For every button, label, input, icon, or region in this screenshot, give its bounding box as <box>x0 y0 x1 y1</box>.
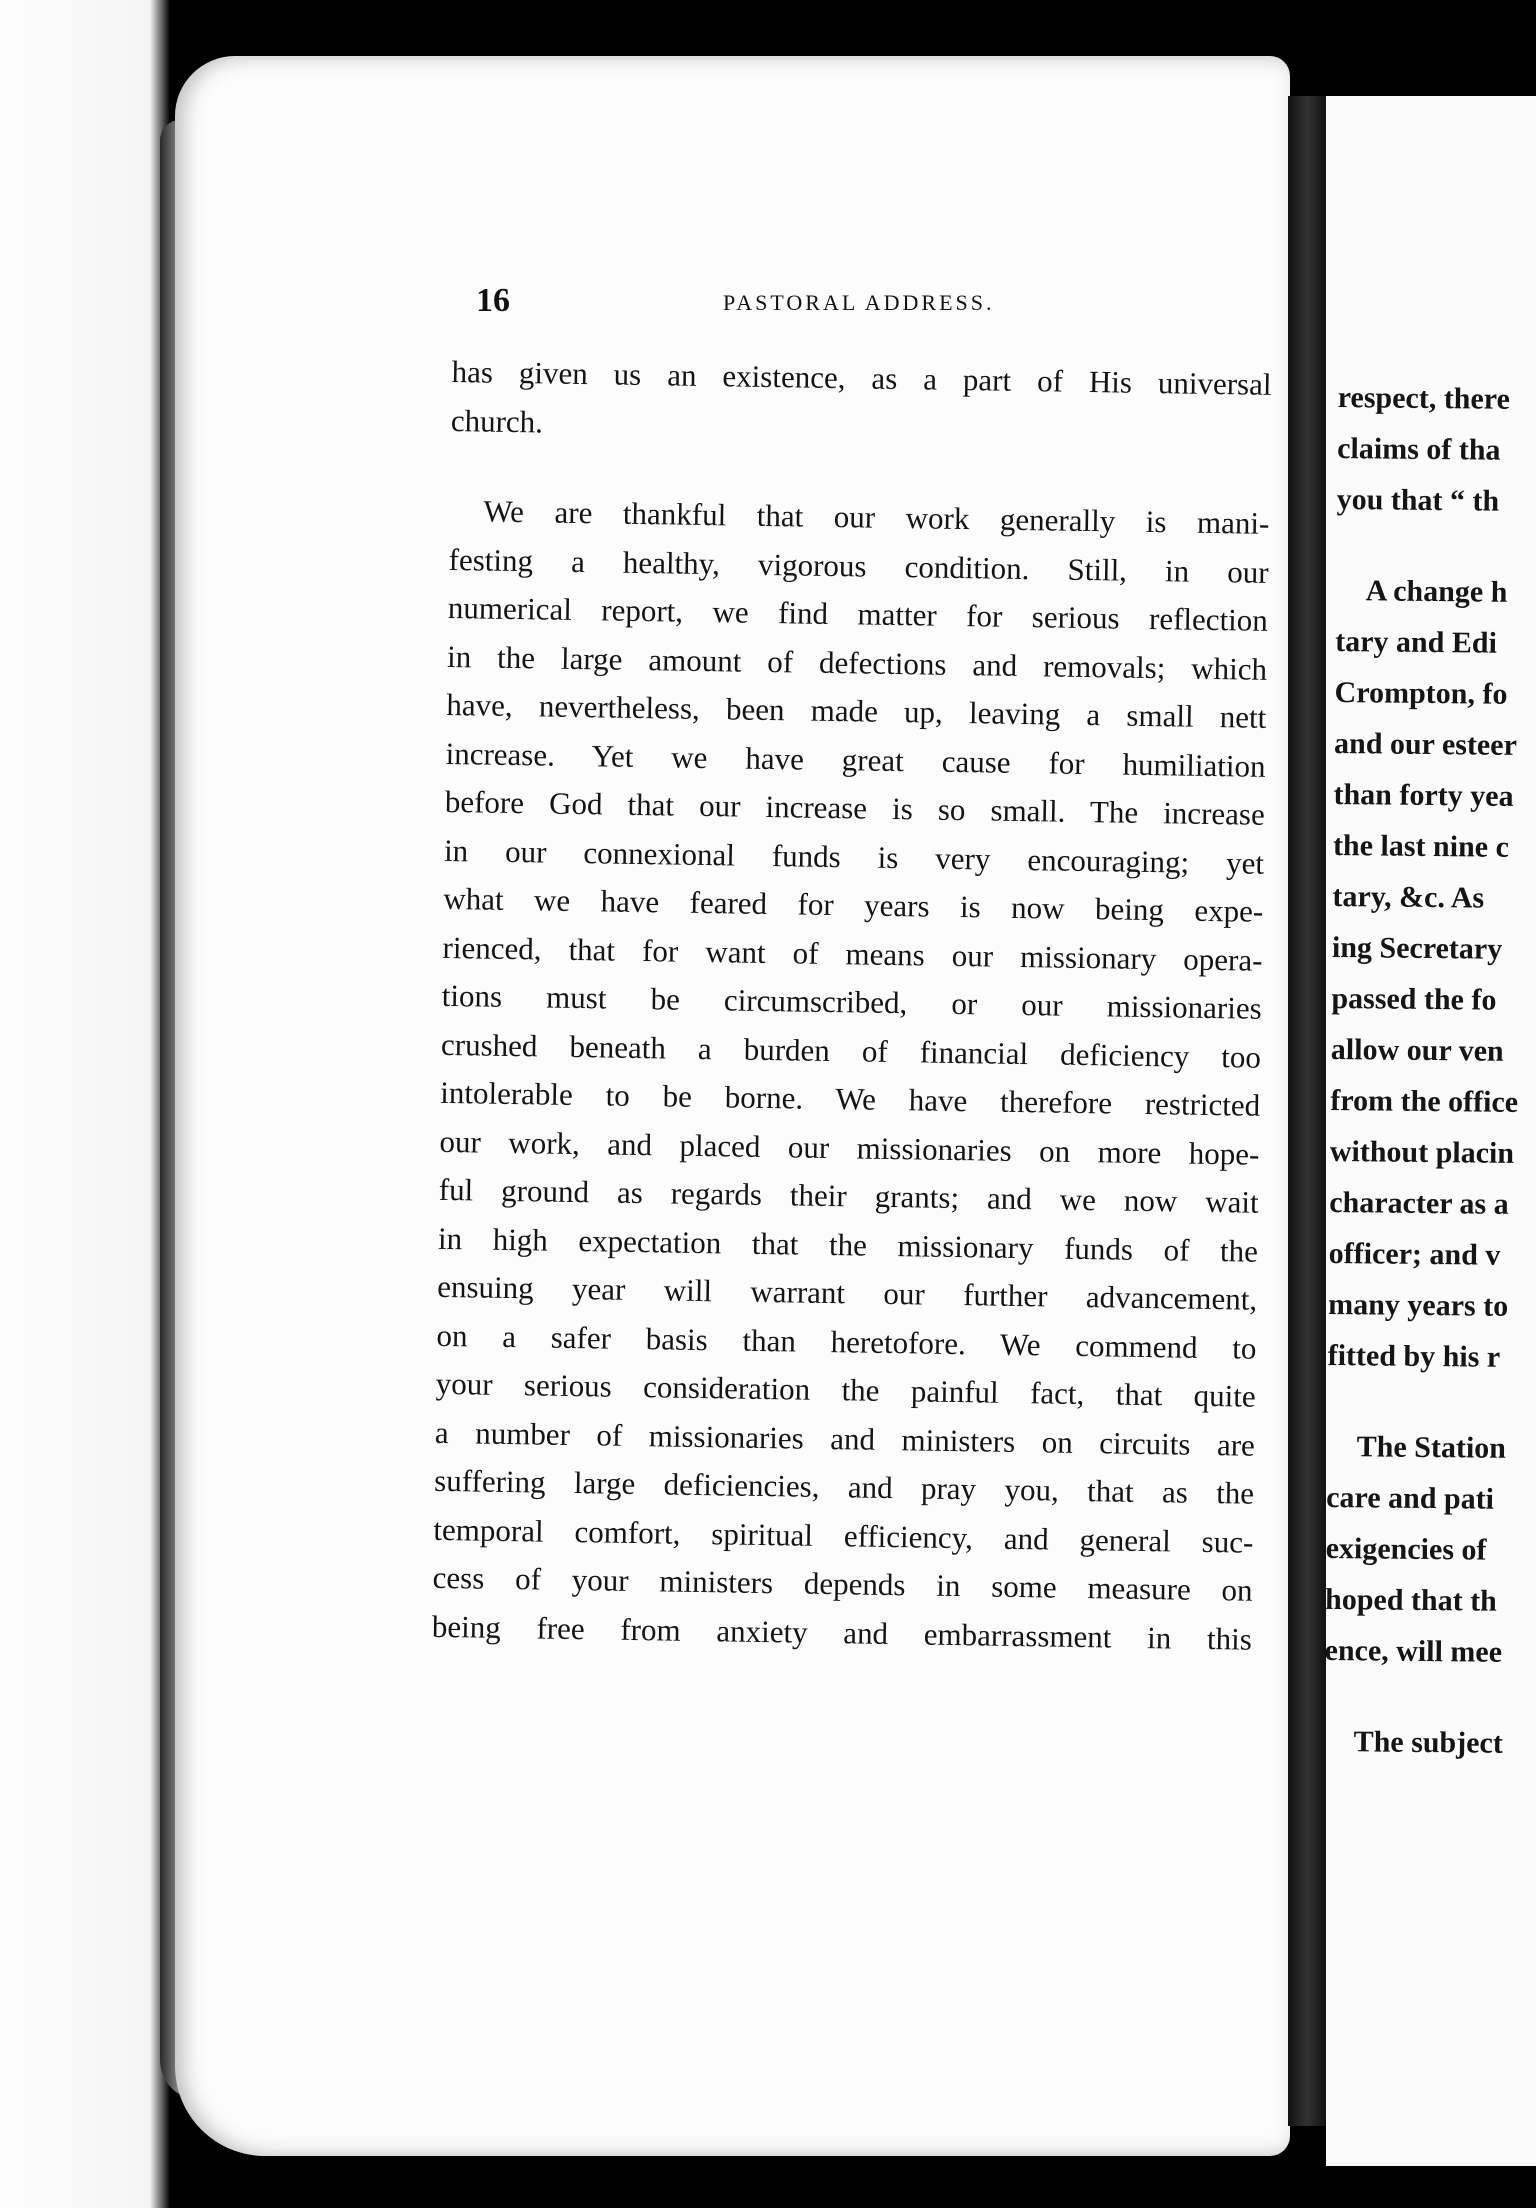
text-line: before God that our increase is so small. The increase <box>444 783 1266 832</box>
text-line: on a safer basis than heretofore. We commend to <box>436 1317 1257 1366</box>
facing-line: tary and Edi <box>1335 624 1498 660</box>
facing-line: the last nine c <box>1332 828 1510 864</box>
facing-line: officer; and v <box>1328 1236 1501 1272</box>
text-line: crushed beneath a burden of financial deficiency too <box>440 1026 1262 1075</box>
text-line: temporal comfort, spiritual efficiency, and general suc- <box>433 1511 1254 1560</box>
text-line: have, nevertheless, been made up, leaving a small nett <box>446 686 1267 735</box>
facing-line: from the office <box>1330 1083 1519 1119</box>
facing-line: than forty yea <box>1333 777 1514 813</box>
text-line: being free from anxiety and embarrassment in this <box>431 1608 1253 1657</box>
main-text <box>432 348 1272 1664</box>
facing-line: exigencies of <box>1325 1531 1487 1567</box>
facing-line: character as a <box>1329 1185 1509 1221</box>
scanner-margin <box>0 0 175 2208</box>
text-line: in high expectation that the missionary funds of the <box>437 1220 1259 1269</box>
text-line: cess of your ministers depends in some measure on <box>432 1559 1253 1608</box>
facing-line: passed the fo <box>1331 981 1497 1017</box>
facing-line: many years to <box>1328 1287 1509 1323</box>
running-head-title: PASTORAL ADDRESS. <box>723 290 995 315</box>
facing-page-text <box>1323 372 1536 1769</box>
text-line: has given us an existence, as a part of His universal <box>451 353 1272 402</box>
text-line: ensuing year will warrant our further advancement, <box>436 1268 1258 1317</box>
text-line: tions must be circumscribed, or our missionaries <box>441 977 1263 1026</box>
text-line: rienced, that for want of means our missionary opera- <box>442 929 1263 978</box>
text-line: suffering large deficiencies, and pray you, that as the <box>433 1462 1255 1511</box>
text-line: your serious consideration the painful fact, that quite <box>435 1365 1256 1414</box>
text-line: what we have feared for years is now being expe- <box>443 880 1264 929</box>
text-line: in our connexional funds is very encouraging; yet <box>443 832 1265 881</box>
facing-line: fitted by his r <box>1327 1338 1501 1374</box>
facing-line: Crompton, fo <box>1334 675 1508 711</box>
facing-line: allow our ven <box>1330 1032 1504 1068</box>
facing-line: The subject <box>1353 1725 1503 1760</box>
facing-line: A change h <box>1365 574 1508 609</box>
text-line: our work, and placed our missionaries on more hope- <box>439 1123 1260 1172</box>
facing-line: without placin <box>1329 1134 1515 1170</box>
page-number: 16 <box>476 282 510 319</box>
text-line: We are thankful that our work generally is mani- <box>483 493 1270 541</box>
facing-line: you that “ th <box>1336 482 1500 518</box>
facing-line: ence, will mee <box>1324 1633 1503 1669</box>
text-line: numerical report, we find matter for serious reflection <box>447 589 1269 638</box>
facing-line: and our esteer <box>1333 726 1518 762</box>
book-gutter <box>1288 96 1326 2126</box>
facing-line: care and pati <box>1326 1480 1495 1516</box>
text-line: in the large amount of defections and removals; which <box>446 638 1268 687</box>
text-line: a number of missionaries and ministers on circuits are <box>434 1414 1256 1463</box>
facing-line: ing Secretary <box>1331 930 1503 966</box>
facing-line: respect, there <box>1337 380 1511 416</box>
facing-line: tary, &c. As <box>1332 879 1485 915</box>
text-line: ful ground as regards their grants; and we now wait <box>438 1171 1259 1220</box>
facing-line: claims of tha <box>1337 431 1501 467</box>
text-line: increase. Yet we have great cause for humiliation <box>445 735 1266 784</box>
facing-line: hoped that th <box>1324 1582 1498 1618</box>
text-line: festing a healthy, vigorous condition. Still, in our <box>448 541 1269 590</box>
text-line: intolerable to be borne. We have therefore restricted <box>440 1074 1261 1123</box>
facing-line: The Station <box>1356 1430 1507 1465</box>
text-line: church. <box>450 402 544 439</box>
